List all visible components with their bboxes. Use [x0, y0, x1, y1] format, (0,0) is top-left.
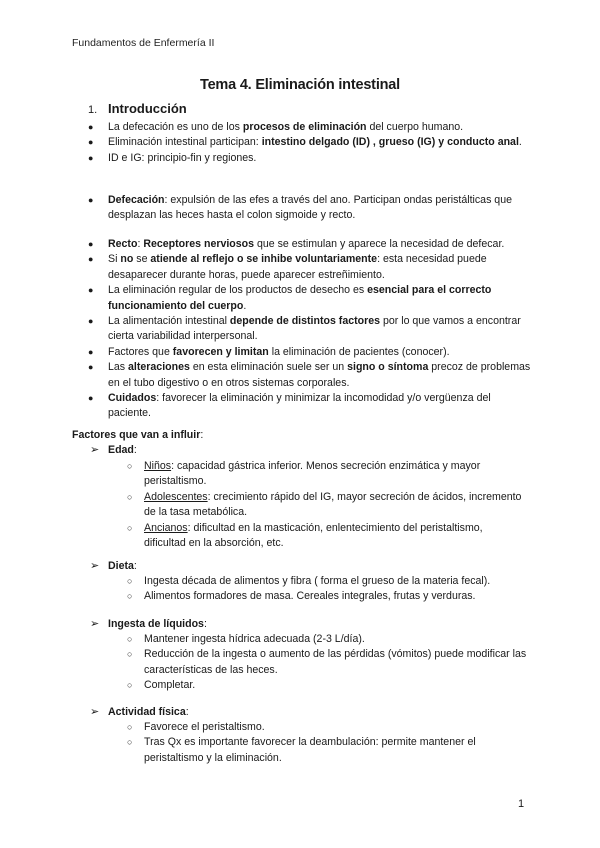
bullet-icon: ●	[88, 239, 94, 249]
circle-bullet-icon: ○	[127, 461, 133, 471]
factor-liquidos	[90, 617, 530, 632]
list-item: ● Cuidados: favorecer la eliminación y minimizar la incomodidad y/o vergüenza del paciente.	[88, 392, 491, 420]
factor-actividad	[90, 705, 530, 720]
list-item: ○ Favorece el peristaltismo.	[127, 720, 527, 735]
liquidos-sublist	[127, 632, 527, 694]
page-number: 1	[518, 798, 525, 810]
list-item: ○ Adolescentes: crecimiento rápido del IG, mayor secreción de ácidos, incremento de la tasa metabólica.	[127, 490, 522, 519]
bullet-icon: ●	[88, 152, 94, 163]
list-item: ○ Ingesta década de alimentos y fibra ( forma el grueso de la materia fecal).	[127, 574, 527, 589]
bullet-icon: ●	[88, 362, 94, 373]
intro-list-c	[88, 237, 532, 422]
arrow-icon: ➢	[90, 560, 100, 572]
running-header: Fundamentos de Enfermería II	[72, 37, 215, 49]
factor-label: ➢ Actividad física:	[90, 705, 530, 720]
circle-bullet-icon: ○	[127, 591, 133, 602]
arrow-icon: ➢	[90, 706, 100, 718]
bullet-icon: ●	[88, 122, 94, 132]
bullet-icon: ●	[88, 346, 94, 357]
list-item: ● ID e IG: principio-fin y regiones.	[88, 151, 532, 166]
list-item: ● Defecación: expulsión de las efes a través del ano. Participan ondas peristálticas que desplazan las heces hasta el colon sigmoide y recto.	[88, 194, 512, 222]
list-item: ● Eliminación intestinal participan: intestino delgado (ID) , grueso (IG) y conducto anal.	[88, 135, 532, 150]
bullet-icon: ●	[88, 137, 94, 148]
list-item: ● La alimentación intestinal depende de distintos factores por lo que vamos a encontrar cierta variabilidad interpersonal.	[88, 315, 521, 343]
factor-label: ➢ Ingesta de líquidos:	[90, 617, 530, 632]
circle-bullet-icon: ○	[127, 649, 133, 660]
bullet-icon: ●	[88, 393, 94, 404]
page-title: Tema 4. Eliminación intestinal	[199, 77, 400, 93]
dieta-sublist	[127, 574, 527, 605]
intro-list-b	[88, 193, 532, 224]
list-item: ○ Completar.	[127, 678, 527, 693]
circle-bullet-icon: ○	[127, 634, 133, 644]
list-item: ● La defecación es uno de los procesos de eliminación del cuerpo humano.	[88, 120, 532, 135]
list-item: ○ Mantener ingesta hídrica adecuada (2-3 L/día).	[127, 632, 527, 647]
list-item: ● Si no se atiende al reflejo o se inhibe voluntariamente: esta necesidad puede desaparecer durante horas, puede aparecer estreñimiento.	[88, 253, 487, 281]
list-item: ○ Ancianos: dificultad en la masticación, enlentecimiento del peristaltismo, dificultad en la absorción, etc.	[127, 521, 483, 550]
factor-label: ➢ Dieta:	[90, 559, 530, 574]
circle-bullet-icon: ○	[127, 491, 133, 502]
circle-bullet-icon: ○	[127, 737, 133, 748]
section-number: 1.	[88, 104, 98, 116]
list-item: ● Las alteraciones en esta eliminación suele ser un signo o síntoma precoz de problemas en el tubo digestivo o en otros sistemas corporales.	[88, 361, 531, 389]
factor-label: ➢ Edad:	[90, 443, 530, 458]
actividad-sublist	[127, 720, 527, 766]
factors-heading: Factores que van a influir:	[72, 429, 204, 441]
list-item: ○ Tras Qx es importante favorecer la deambulación: permite mantener el peristaltismo y la eliminación.	[127, 736, 476, 764]
circle-bullet-icon: ○	[127, 680, 133, 691]
list-item: ● Recto: Receptores nerviosos que se estimulan y aparece la necesidad de defecar.	[88, 237, 532, 252]
factor-dieta	[90, 559, 530, 574]
bullet-icon: ●	[88, 195, 94, 205]
section-title: Introducción	[108, 101, 187, 116]
list-item: ○ Reducción de la ingesta o aumento de las pérdidas (vómitos) puede modificar las características de las heces.	[127, 648, 527, 676]
bullet-icon: ●	[88, 316, 94, 327]
circle-bullet-icon: ○	[127, 722, 133, 732]
edad-sublist	[127, 459, 527, 551]
list-item: ○ Alimentos formadores de masa. Cereales integrales, frutas y verduras.	[127, 589, 527, 604]
list-item: ● La eliminación regular de los productos de desecho es esencial para el correcto funcionamiento del cuerpo.	[88, 284, 492, 312]
circle-bullet-icon: ○	[127, 576, 133, 586]
arrow-icon: ➢	[90, 444, 100, 456]
arrow-icon: ➢	[90, 618, 100, 630]
intro-list-a	[88, 120, 532, 166]
list-item: ○ Niños: capacidad gástrica inferior. Menos secreción enzimática y mayor peristaltismo.	[127, 460, 481, 488]
bullet-icon: ●	[88, 285, 94, 296]
list-item: ● Factores que favorecen y limitan la eliminación de pacientes (conocer).	[88, 345, 532, 360]
circle-bullet-icon: ○	[127, 522, 133, 533]
bullet-icon: ●	[88, 254, 94, 265]
factor-edad	[90, 443, 530, 458]
